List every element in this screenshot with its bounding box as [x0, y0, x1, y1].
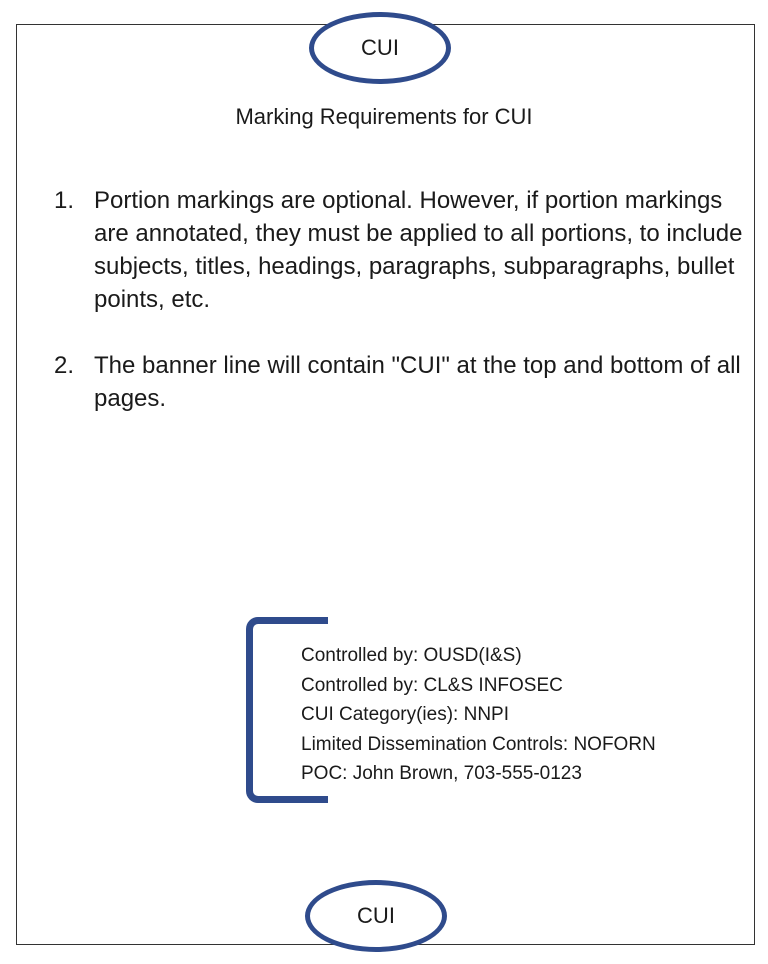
- bottom-cui-banner: [305, 880, 447, 952]
- list-item-text: Portion markings are optional. However, if portion markings are annotated, they must be applied to all portions, to include subjects, titles, headings, paragraphs, subparagraphs, bullet points, etc.: [94, 187, 743, 313]
- dissemination-controls-line: Limited Dissemination Controls: NOFORN: [301, 733, 656, 755]
- list-item-number: 2.: [54, 352, 75, 379]
- top-cui-label: CUI: [361, 35, 399, 60]
- requirements-list: [54, 184, 744, 448]
- top-cui-banner: [309, 12, 451, 84]
- controlled-by-line: Controlled by: CL&S INFOSEC: [301, 674, 563, 696]
- list-item: [54, 184, 744, 316]
- control-block: [301, 641, 656, 789]
- list-item-number: 1.: [54, 187, 75, 214]
- list-item: [54, 349, 744, 415]
- controlled-by-line: Controlled by: OUSD(I&S): [301, 645, 522, 666]
- poc-line: POC: John Brown, 703-555-0123: [301, 763, 582, 784]
- page-title: Marking Requirements for CUI: [235, 104, 533, 129]
- list-item-text: The banner line will contain "CUI" at the top and bottom of all pages.: [94, 352, 741, 412]
- cui-category-line: CUI Category(ies): NNPI: [301, 704, 509, 725]
- document-page: [16, 24, 755, 945]
- bottom-cui-label: CUI: [357, 903, 395, 928]
